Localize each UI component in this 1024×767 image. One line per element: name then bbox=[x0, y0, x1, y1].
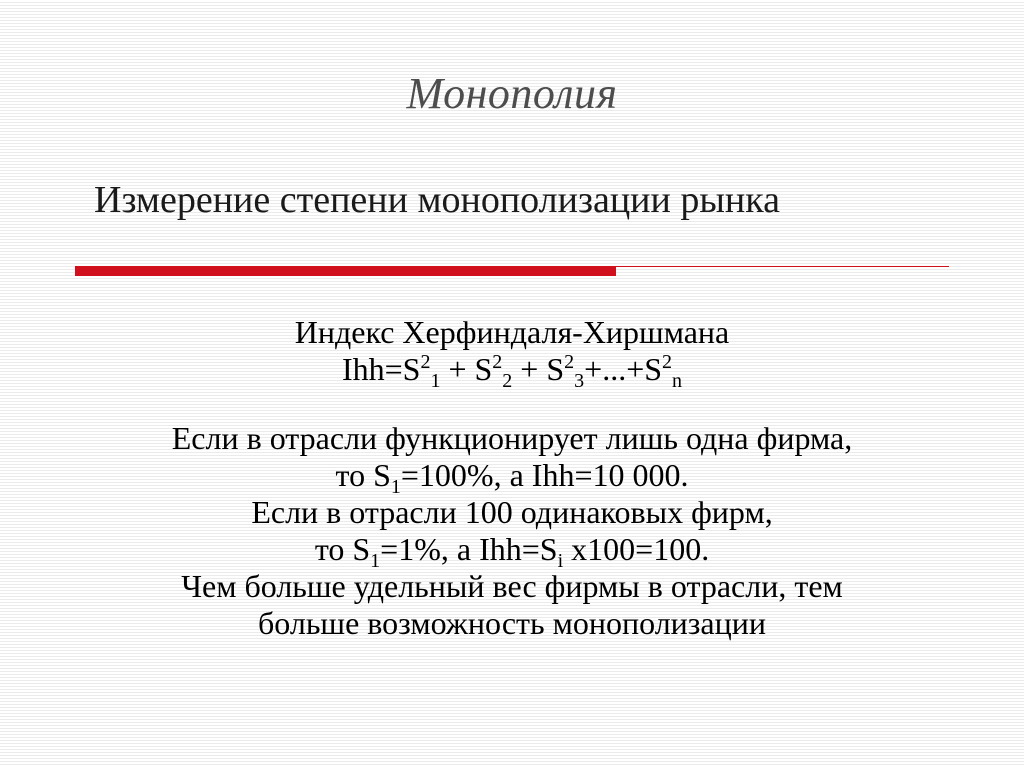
formula-term: $S^2_n$ bbox=[644, 351, 683, 392]
slide-subtitle: Измерение степени монополизации рынка bbox=[94, 179, 780, 221]
case-line-6: больше возможность монополизации bbox=[258, 605, 766, 641]
index-name: Индекс Херфиндаля-Хиршмана bbox=[294, 314, 730, 350]
case-line-1: Если в отрасли функционирует лишь одна фирма, bbox=[171, 420, 853, 456]
formula-term: $S^2_2$ + bbox=[474, 351, 547, 392]
index-block bbox=[60, 314, 964, 392]
slide-title: Монополия bbox=[406, 69, 618, 118]
case-line-4: то $S_1=1\%$, а $Ihh=S_i$ x100=100. bbox=[314, 531, 710, 572]
cases-block bbox=[60, 420, 964, 642]
case-line-3: Если в отрасли 100 одинаковых фирм, bbox=[251, 494, 773, 530]
divider-thick-red bbox=[75, 266, 616, 276]
formula-term: $S^2_1$ + bbox=[402, 351, 475, 392]
case-line-5: Чем больше удельный вес фирмы в отрасли, тем bbox=[181, 568, 843, 604]
divider-thin-red bbox=[616, 266, 949, 267]
formula-term: $S^2_3+...+$ bbox=[546, 351, 645, 392]
case-line-2: то $S_1=100\%$, а Ihh=10 000. bbox=[335, 457, 689, 498]
formula-lhs: Ihh= bbox=[341, 351, 403, 387]
index-formula bbox=[60, 351, 964, 392]
